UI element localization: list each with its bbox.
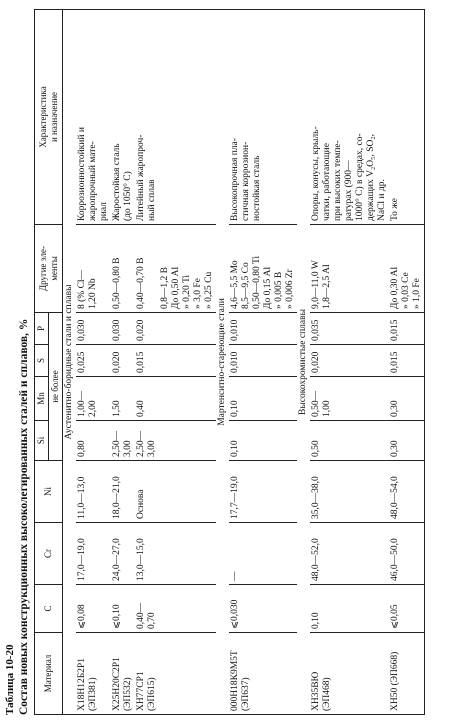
- sulfur-cell: 0,010: [229, 345, 297, 377]
- sulfur-cell: 0,020: [310, 345, 389, 377]
- group-title: Мартенситно-стареющие стали: [216, 10, 229, 715]
- silicon-cell: 2,50— 3,00: [135, 421, 159, 461]
- group-row: [297, 10, 310, 715]
- purpose-cell: Коррозионностойкий и жаропрочный мате- риал: [76, 10, 111, 225]
- sulfur-cell: [159, 345, 216, 377]
- header-mn: Mn: [35, 377, 49, 421]
- silicon-cell: 2,50— 3,00: [111, 421, 135, 461]
- group-row: [63, 10, 77, 715]
- other-elements-cell: 9,0—11,0 W 1,8—2,5 Al: [310, 225, 389, 313]
- header-ni: Ni: [35, 461, 63, 523]
- other-elements-cell: 0,8—1,2 В До 0,50 Al » 0,20 Ti » 3,0 Fe » 0,25 Cu: [159, 225, 216, 313]
- material-cell: ХН50 (ЭП668): [389, 633, 425, 715]
- purpose-cell: Высокопрочная пла- стичная коррозион- ностойкая сталь: [229, 10, 297, 225]
- carbon-cell: ⩽0,05: [389, 585, 425, 633]
- carbon-cell: 0,40— 0,70: [135, 585, 159, 633]
- silicon-cell: 0,30: [389, 421, 425, 461]
- purpose-cell: Опоры, конусы, крыль- чатки, работающие при высоких темпе- ратурах (900— 1000° С) в средах, со- держащих V₂O₅, SO₂, NaCl и др.: [310, 10, 389, 225]
- chromium-cell: 24,0—27,0: [111, 523, 135, 585]
- table-row: [76, 10, 111, 715]
- carbon-cell: 0,10: [310, 585, 389, 633]
- other-elements-cell: 0,50—0,80 В: [111, 225, 135, 313]
- phosphorus-cell: 0,030: [76, 313, 111, 345]
- sulfur-cell: 0,015: [389, 345, 425, 377]
- phosphorus-cell: 0,035: [310, 313, 389, 345]
- table-title: Состав новых конструкционных высоколегированных сталей и сплавов, %: [18, 318, 30, 715]
- carbon-cell: ⩽0,10: [111, 585, 135, 633]
- manganese-cell: 0,40: [135, 377, 159, 421]
- table-row: [111, 10, 135, 715]
- header-si: Si: [35, 421, 49, 461]
- silicon-cell: [159, 421, 216, 461]
- purpose-cell: Литейный жаропроч- ный сплав: [135, 10, 159, 225]
- silicon-cell: 0,50: [310, 421, 389, 461]
- chromium-cell: 48,0—52,0: [310, 523, 389, 585]
- table-row: [135, 10, 159, 715]
- other-elements-cell: 0,40—0,70 В: [135, 225, 159, 313]
- nickel-cell: 17,7—19,0: [229, 461, 297, 523]
- carbon-cell: ⩽0,030: [229, 585, 297, 633]
- manganese-cell: 0,10: [229, 377, 297, 421]
- table-caption: [4, 15, 31, 715]
- silicon-cell: 0,80: [76, 421, 111, 461]
- purpose-cell: [159, 10, 216, 225]
- manganese-cell: 1,50: [111, 377, 135, 421]
- phosphorus-cell: [159, 313, 216, 345]
- phosphorus-cell: 0,020: [135, 313, 159, 345]
- manganese-cell: [159, 377, 216, 421]
- manganese-cell: 1,00— 2,00: [76, 377, 111, 421]
- purpose-cell: То же: [389, 10, 425, 225]
- other-elements-cell: 4,6—5,5 Мо 8,5—9,5 Co 0,50—0,80 Ti До 0,15 Al » 0,005 В » 0,006 Zr: [229, 225, 297, 313]
- chromium-cell: —: [229, 523, 297, 585]
- chromium-cell: [159, 523, 216, 585]
- manganese-cell: 0,50— 1,00: [310, 377, 389, 421]
- nickel-cell: 11,0—13,0: [76, 461, 111, 523]
- material-cell: ХН77СР1 (ЭП615): [135, 633, 159, 715]
- table-row: [229, 10, 297, 715]
- sulfur-cell: 0,015: [135, 345, 159, 377]
- table-row: [389, 10, 425, 715]
- material-cell: Х25Н20С2Р1 (ЭП532): [111, 633, 135, 715]
- carbon-cell: ⩽0,08: [76, 585, 111, 633]
- chromium-cell: 17,0—19,0: [76, 523, 111, 585]
- phosphorus-cell: 0,015: [389, 313, 425, 345]
- nickel-cell: 18,0—21,0: [111, 461, 135, 523]
- material-cell: 000Н18К9М5Т (ЭП637): [229, 633, 297, 715]
- other-elements-cell: До 0,30 Al » 0,03 Ce » 1,0 Fe: [389, 225, 425, 313]
- carbon-cell: [159, 585, 216, 633]
- manganese-cell: 0,30: [389, 377, 425, 421]
- group-title: Высокохромистые сплавы: [297, 10, 310, 715]
- composition-table: [34, 9, 425, 715]
- header-p: P: [35, 313, 49, 345]
- header-purpose: Характеристика и назначение: [35, 10, 63, 225]
- nickel-cell: [159, 461, 216, 523]
- purpose-cell: Жаростойкая сталь (до 1050° С): [111, 10, 135, 225]
- chromium-cell: 13,0—15,0: [135, 523, 159, 585]
- silicon-cell: 0,10: [229, 421, 297, 461]
- sulfur-cell: 0,020: [111, 345, 135, 377]
- material-cell: ХН35ВЮ (ЭП468): [310, 633, 389, 715]
- table-number: Таблица 10-20: [4, 644, 16, 715]
- chromium-cell: 46,0—50,0: [389, 523, 425, 585]
- header-s: S: [35, 345, 49, 377]
- header-material: Материал: [35, 633, 63, 715]
- header-other-elements: Другие эле- менты: [35, 225, 63, 313]
- sulfur-cell: 0,025: [76, 345, 111, 377]
- group-row: [216, 10, 229, 715]
- table-row: [310, 10, 389, 715]
- group-title: Аустенитно-боридные стали и сплавы: [63, 10, 77, 715]
- other-elements-cell: 8 (% Cl— 1,20 Nb: [76, 225, 111, 313]
- material-cell: Х18Н12Б2Р1 (ЭП381): [76, 633, 111, 715]
- header-not-more: не более: [49, 313, 63, 461]
- phosphorus-cell: 0,030: [111, 313, 135, 345]
- nickel-cell: 48,0—54,0: [389, 461, 425, 523]
- phosphorus-cell: 0,010: [229, 313, 297, 345]
- table-body: [63, 10, 425, 715]
- table-row: [159, 10, 216, 715]
- header-row: [35, 10, 49, 715]
- material-cell: [159, 633, 216, 715]
- header-c: C: [35, 585, 63, 633]
- nickel-cell: Основа: [135, 461, 159, 523]
- header-cr: Cr: [35, 523, 63, 585]
- nickel-cell: 35,0—38,0: [310, 461, 389, 523]
